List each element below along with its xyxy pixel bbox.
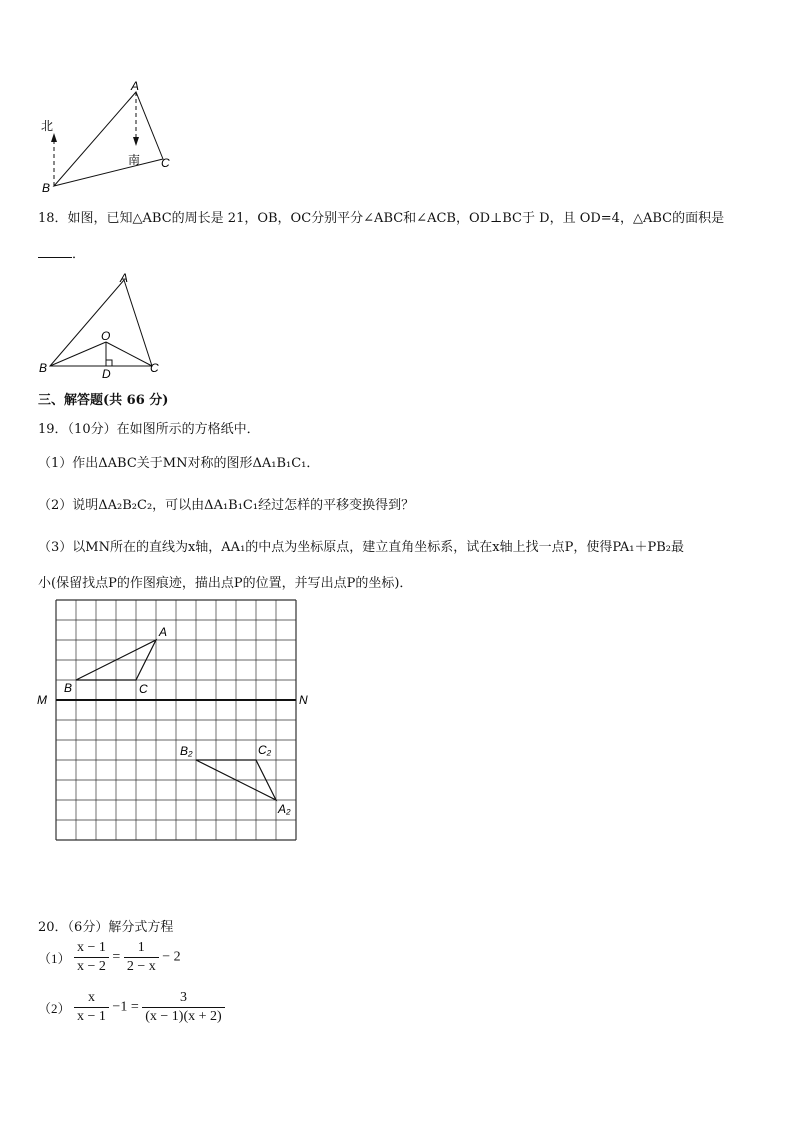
eq1-rhs-denominator: 2 − x [126,959,156,974]
eq1-lhs-numerator: x − 1 [74,940,109,958]
q19-part3-line2: 小(保留找点P的作图痕迹，描出点P的位置，并写出点P的坐标)． [38,576,413,591]
q19-part3-line1: （3）以MN所在的直线为x轴，AA₁的中点为坐标原点，建立直角坐标系，试在x轴上找一点P，使得PA₁＋PB₂最 [38,540,685,555]
triangle-abc-q18 [50,280,152,366]
eq1-rhs-numerator: 1 [124,940,159,958]
eq1-rhs-fraction [124,940,159,975]
eq2-lhs-fraction [74,990,109,1025]
point-m-label: M [37,693,47,707]
q20-equation-2 [38,990,225,1025]
eq1-label: （1） [38,951,71,966]
eq1-tail: − 2 [162,949,181,965]
point-n-label: N [299,693,308,707]
point-b-label: B [64,681,73,695]
eq2-rhs-numerator: 3 [142,990,224,1008]
q18-text: 18．如图，已知△ABC的周长是 21，OB，OC分别平分∠ABC和∠ACB，OD⊥BC于 D，且 OD=4，△ABC的面积是 [38,211,725,226]
q18-blank-tail: ． [72,247,86,262]
eq1-lhs-denominator: x − 2 [77,959,106,974]
point-a-label: A [159,625,168,639]
eq2-lhs-numerator: x [74,990,109,1008]
figure-q18-triangle [34,268,174,378]
eq2-rhs-fraction [142,990,224,1025]
eq2-middle: −1 = [112,999,139,1015]
eq1-equals: = [112,949,121,965]
point-c-label: C [139,682,148,696]
grid-lines [56,600,296,840]
point-o-label: O [101,329,111,343]
point-c-label: C [150,361,159,375]
figure-q19-grid [30,594,320,846]
south-label: 南 [128,153,141,167]
point-c-label: C [161,156,170,170]
point-b2-label: B₂ [180,744,193,758]
north-arrow-icon [51,133,57,142]
point-c2-label: C₂ [258,743,272,757]
eq2-label: （2） [38,1001,71,1016]
q18-blank-line [38,243,85,262]
triangle-abc [54,92,163,186]
q20-stem: 20．（6分）解分式方程 [38,920,174,935]
south-arrow-icon [133,137,139,146]
point-a-label: A [131,79,140,93]
section-title: 三、解答题(共 66 分) [38,393,169,408]
right-angle-mark [106,360,112,366]
q20-equation-1 [38,940,181,975]
q19-part2: （2）说明ΔA₂B₂C₂，可以由ΔA₁B₁C₁经过怎样的平移变换得到？ [38,498,415,513]
north-label: 北 [41,119,54,133]
point-b-label: B [39,361,48,375]
figure-north-south-triangle [30,78,190,198]
q19-stem: 19．（10分）在如图所示的方格纸中． [38,422,260,437]
eq1-lhs-fraction [74,940,109,975]
eq2-rhs-denominator: (x − 1)(x + 2) [145,1009,222,1024]
point-a2-label: A₂ [278,802,291,816]
q19-part1: （1）作出ΔABC关于MN对称的图形ΔA₁B₁C₁． [38,456,320,471]
point-d-label: D [102,367,111,378]
point-b-label: B [42,181,51,195]
eq2-lhs-denominator: x − 1 [77,1009,106,1024]
segment-ob [50,342,106,366]
answer-blank [38,245,72,258]
point-a-label: A [120,271,129,285]
